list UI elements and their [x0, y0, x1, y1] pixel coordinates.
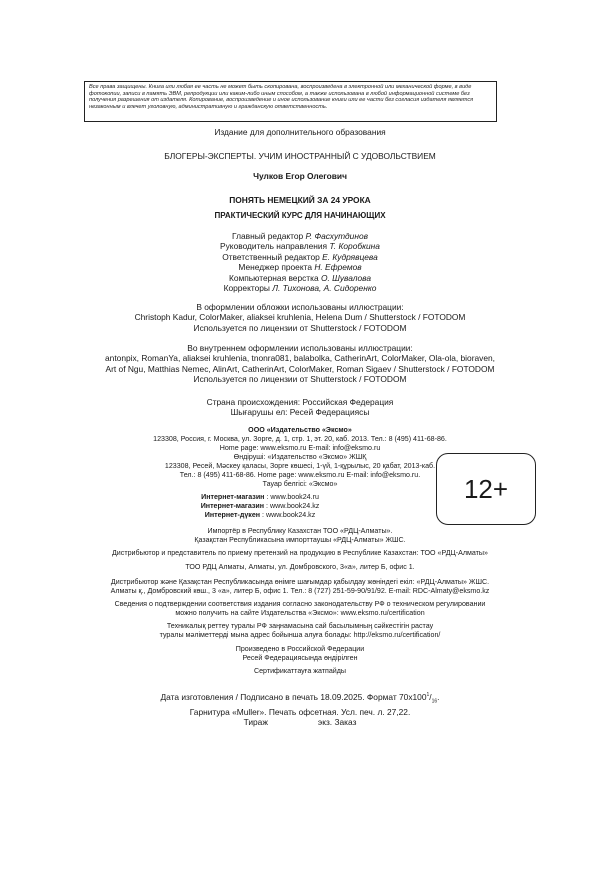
book-title: ПОНЯТЬ НЕМЕЦКИЙ ЗА 24 УРОКА: [229, 195, 371, 205]
conformity-info: Сведения о подтверждении соответствия издания согласно законодательству РФ о техническом регулировании можно получить на сайте Издательства «Эксмо»: www.eksmo.ru/certification: [114, 600, 486, 617]
cover-credits: В оформлении обложки использованы иллюстрации: Christoph Kadur, ColorMaker, aliaksei kruhlenia, Helena Dum / Shutterstock / FOTODOM Используется по лицензии от Shutterstock / FOTODOM: [134, 302, 466, 333]
inner-credits: Во внутреннем оформлении использованы иллюстрации: antonpix, RomanYa, aliaksei kruhlenia, tnonra081, balabolka, CatherinArt, ColorMaker, Ola-ola, bioraven, Art of Ngu, Matthias Nemec, AlinArt, CatherinArt, ColorMaker, Roman Sigaev / Shutterstock / FOTODOM Используется по лицензии от Shutterstock / FOTODOM: [105, 343, 495, 385]
staff-line: Менеджер проекта Н. Ефремов: [238, 262, 362, 273]
age-rating-badge: 12+: [436, 453, 536, 525]
staff-line: Корректоры Л. Тихонова, А. Сидоренко: [223, 283, 377, 294]
kz-distributor-kz: Дистрибьютор және Қазақстан Республикасында өнімге шағымдар қабылдау жөніндегі екіл: «РДЦ-Алматы» ЖШС. Алматы қ., Домбровский көш., 3 «а», литер Б, офис 1. Тел.: 8 (727) 251-59-90/91/92. E-mail: RDC-Almaty@eksmo.kz: [110, 578, 490, 595]
kz-distributor: Дистрибьютор и представитель по приему претензий на продукцию в Республике Казахстан: ТОО «РДЦ-Алматы»: [112, 549, 488, 557]
rights-notice-text: Все права защищены. Книга или любая ее часть не может быть скопирована, воспроизведена в электронной или механической форме, в виде фотокопии, записи в память ЭВМ, репродукции или каким-либо иным способом, а также использована в любой информационной системе без получения разрешения от издателя. Копирование, воспроизведение и иное использование книги или ее части без согласия издателя является незаконным и влечет уголовную, административную и гражданскую ответственность.: [89, 84, 474, 110]
conformity-info-kz: Техникалық реттеу туралы РФ заңнамасына сай басылымның сәйкестігін растау туралы мәліметтерді мына адрес бойынша алуға болады: http://eksmo.ru/certification/: [159, 622, 441, 639]
produced-in: Произведено в Российской Федерации Ресей Федерациясында өндірілген: [235, 645, 365, 662]
kz-address: ТОО РДЦ Алматы, Алматы, ул. Домбровского, 3«а», литер Б, офис 1.: [185, 563, 415, 571]
circulation-line: Тираж экз. Заказ: [243, 717, 357, 728]
series-title: БЛОГЕРЫ-ЭКСПЕРТЫ. УЧИМ ИНОСТРАННЫЙ С УДОВОЛЬСТВИЕМ: [164, 151, 436, 161]
country-of-origin: Страна происхождения: Российская Федерация Шығарушы ел: Ресей Федерациясы: [206, 397, 394, 418]
shop-line: Интернет-магазин : www.book24.kz: [200, 502, 320, 510]
book-subtitle: ПРАКТИЧЕСКИЙ КУРС ДЛЯ НАЧИНАЮЩИХ: [214, 211, 386, 220]
publisher-name: ООО «Издательство «Эксмо»: [248, 426, 352, 434]
publisher-info: ООО «Издательство «Эксмо» 123308, Россия, г. Москва, ул. Зорге, д. 1, стр. 1, эт. 20, каб. 2013. Тел.: 8 (495) 411-68-86. Home page: www.eksmo.ru E-mail: info@eksmo.ru Өндіруші: «Издательство «Эксмо» ЖШҚ 123308, Ресей, Мәскеу қаласы, Зорге көшесі, 1-үй, 1-құрылыс, 20 қабат, 2013-каб. Тел.: 8 (495) 411-68-86. Home page: www.eksmo.ru E-mail: info@eksmo.ru. Тауар белгісі: «Эксмо»: [0, 426, 600, 489]
typeface-line: Гарнитура «Muller». Печать офсетная. Усл. печ. л. 27,22.: [189, 706, 411, 717]
print-details: [0, 690, 600, 728]
staff-line: Главный редактор Р. Фасхутдинов: [232, 231, 368, 241]
certification-note: Сертификаттауға жатпайды: [253, 667, 347, 675]
rights-notice-box: [84, 81, 497, 122]
staff-line: Ответственный редактор Е. Кудрявцева: [222, 251, 378, 262]
author-name: Чулков Егор Олегович: [253, 171, 347, 181]
shop-line: Интернет-дүкен : www.book24.kz: [204, 511, 316, 519]
staff-line: Руководитель направления Т. Коробкина: [220, 241, 380, 252]
staff-list: [0, 231, 600, 293]
edition-note: Издание для дополнительного образования: [214, 127, 386, 137]
staff-line: Компьютерная верстка О. Шувалова: [228, 272, 372, 283]
kz-importer: Импортёр в Республику Казахстан ТОО «РДЦ-Алматы». Қазақстан Республикасына импорттаушы «РДЦ-Алматы» ЖШС.: [194, 527, 406, 544]
print-date: Дата изготовления / Подписано в печать 18.09.2025. Формат $70x100^1/_{16}$.: [160, 691, 440, 705]
shop-line: Интернет-магазин : www.book24.ru: [201, 493, 319, 501]
